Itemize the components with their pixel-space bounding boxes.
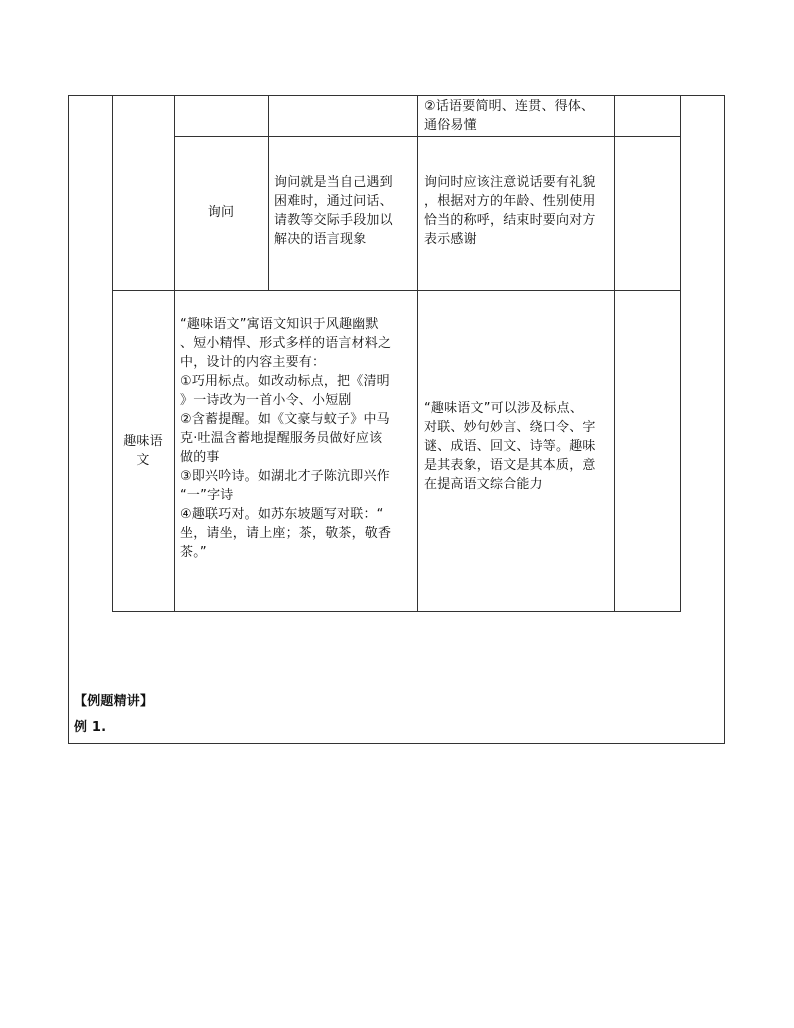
table-border: [112, 611, 681, 612]
row2-requirement: 询问时应该注意说话要有礼貌 ，根据对方的年龄、性别使用 恰当的称呼，结束时要向对方 表示感谢: [424, 175, 596, 247]
row2-term: 询问: [207, 205, 235, 220]
table-border: [680, 95, 681, 611]
row2-definition: 询问就是当自己遇到 困难时，通过问话、 请教等交际手段加以 解决的语言现象: [274, 175, 393, 247]
table-border: [174, 95, 175, 611]
table-border: [417, 95, 418, 611]
section-heading: 【例题精讲】: [74, 694, 154, 709]
table-border: [112, 290, 681, 291]
row3-content: “趣味语文”寓语文知识于风趣幽默 、短小精悍、形式多样的语言材料之 中，设计的内容主要有： ①巧用标点。如改动标点，把《清明 》一诗改为一首小令、小短剧 ②含蓄提醒。如《文豪与蚊子》中马 克·吐温含蓄地提醒服务员做好应该 做的事 ③即兴吟诗。如湖北才子陈沆即兴作 “一”字诗 ④趣联巧对。如苏东坡题写对联：“ 坐，请坐，请上座；茶，敬茶，敬香 茶。”: [180, 317, 392, 560]
table-border: [614, 95, 615, 611]
table-border: [268, 95, 269, 290]
example-label: 例 1.: [74, 720, 107, 735]
table-border: [112, 95, 681, 96]
table-border: [174, 136, 681, 137]
row3-requirement: “趣味语文”可以涉及标点、 对联、妙句妙言、绕口令、字 谜、成语、回文、诗等。趣味 是其表象，语文是其本质，意 在提高语文综合能力: [424, 401, 596, 492]
table-border: [112, 95, 113, 611]
row1-requirement: ②话语要简明、连贯、得体、 通俗易懂: [424, 99, 595, 133]
row3-category: 趣味语 文: [123, 434, 163, 468]
